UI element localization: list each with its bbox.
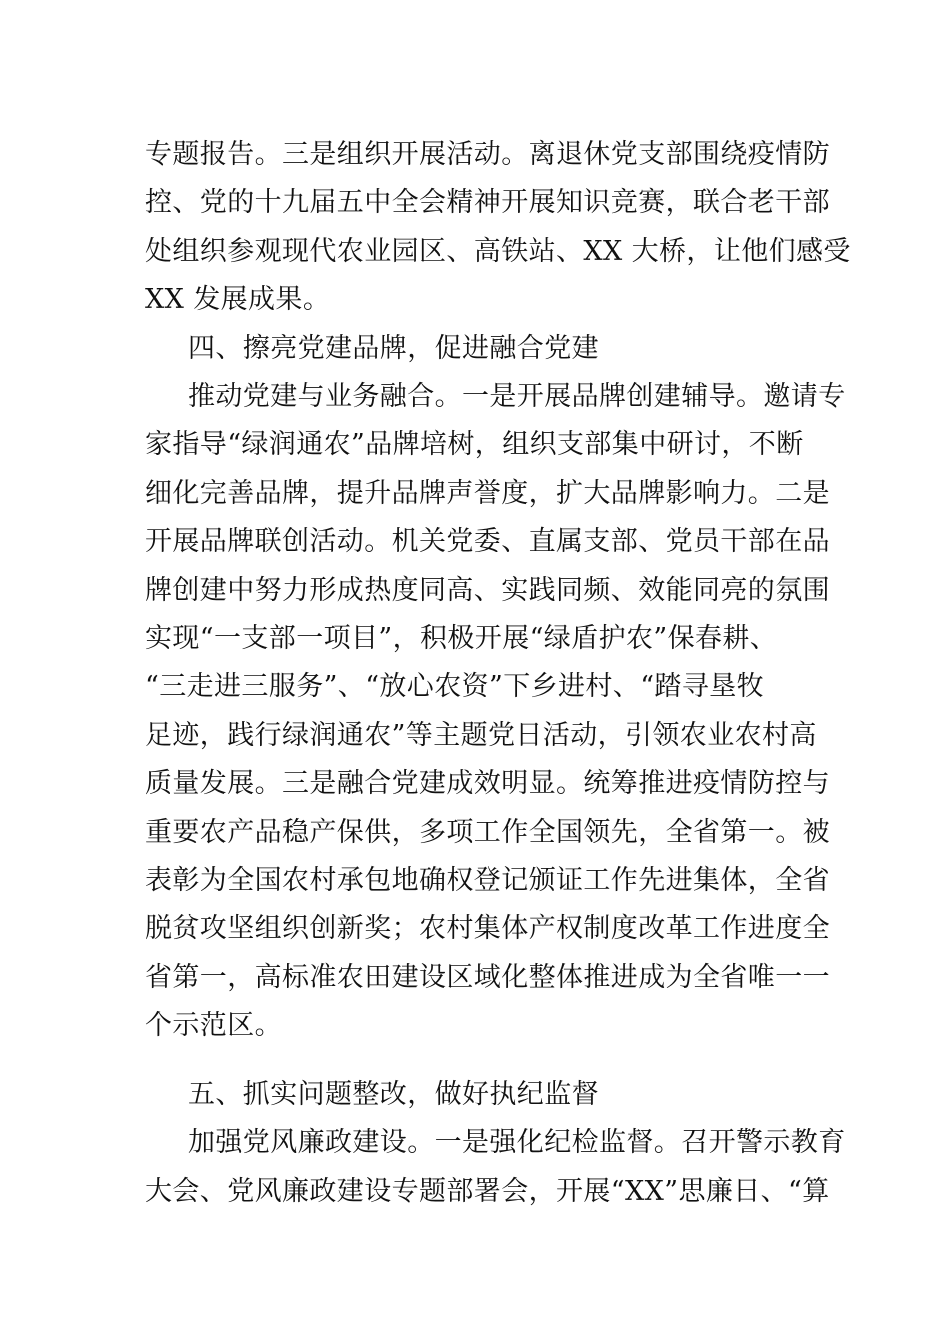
text-line: 实现“一支部一项目”，积极开展“绿盾护农”保春耕、 — [145, 623, 778, 654]
text-line: 脱贫攻坚组织创新奖；农村集体产权制度改革工作进度全 — [145, 913, 830, 944]
text-line: 个示范区。 — [145, 1010, 282, 1041]
text-line: 开展品牌联创活动。机关党委、直属支部、党员干部在品 — [145, 526, 830, 557]
text-line: 牌创建中努力形成热度同高、实践同频、效能同亮的氛围 — [145, 575, 830, 606]
text-line: 控、党的十九届五中全会精神开展知识竞赛，联合老干部 — [145, 187, 830, 218]
paragraph-first-line: 推动党建与业务融合。一是开展品牌创建辅导。邀请专 — [188, 381, 846, 412]
text-line: 细化完善品牌，提升品牌声誉度，扩大品牌影响力。二是 — [145, 478, 830, 509]
text-line: 专题报告。三是组织开展活动。离退休党支部围绕疫情防 — [145, 139, 830, 170]
section-heading: 五、抓实问题整改，做好执纪监督 — [188, 1079, 599, 1110]
text-line: 质量发展。三是融合党建成效明显。统筹推进疫情防控与 — [145, 768, 830, 799]
text-line: 表彰为全国农村承包地确权登记颁证工作先进集体，全省 — [145, 865, 830, 896]
text-line: 处组织参观现代农业园区、高铁站、XX 大桥，让他们感受 — [145, 236, 851, 267]
text-line: 省第一，高标准农田建设区域化整体推进成为全省唯一一 — [145, 962, 830, 993]
text-line: 大会、党风廉政建设专题部署会，开展“XX”思廉日、“算 — [145, 1176, 830, 1207]
text-line: 足迹，践行绿润通农”等主题党日活动，引领农业农村高 — [145, 720, 817, 751]
paragraph-first-line: 加强党风廉政建设。一是强化纪检监督。召开警示教育 — [188, 1127, 846, 1158]
text-line: 重要农产品稳产保供，多项工作全国领先，全省第一。被 — [145, 817, 830, 848]
text-line: XX 发展成果。 — [145, 284, 331, 315]
text-line: 家指导“绿润通农”品牌培树，组织支部集中研讨，不断 — [145, 429, 804, 460]
section-heading: 四、擦亮党建品牌，促进融合党建 — [188, 333, 599, 364]
text-line: “三走进三服务”、“放心农资”下乡进村、“踏寻垦牧 — [145, 671, 765, 702]
